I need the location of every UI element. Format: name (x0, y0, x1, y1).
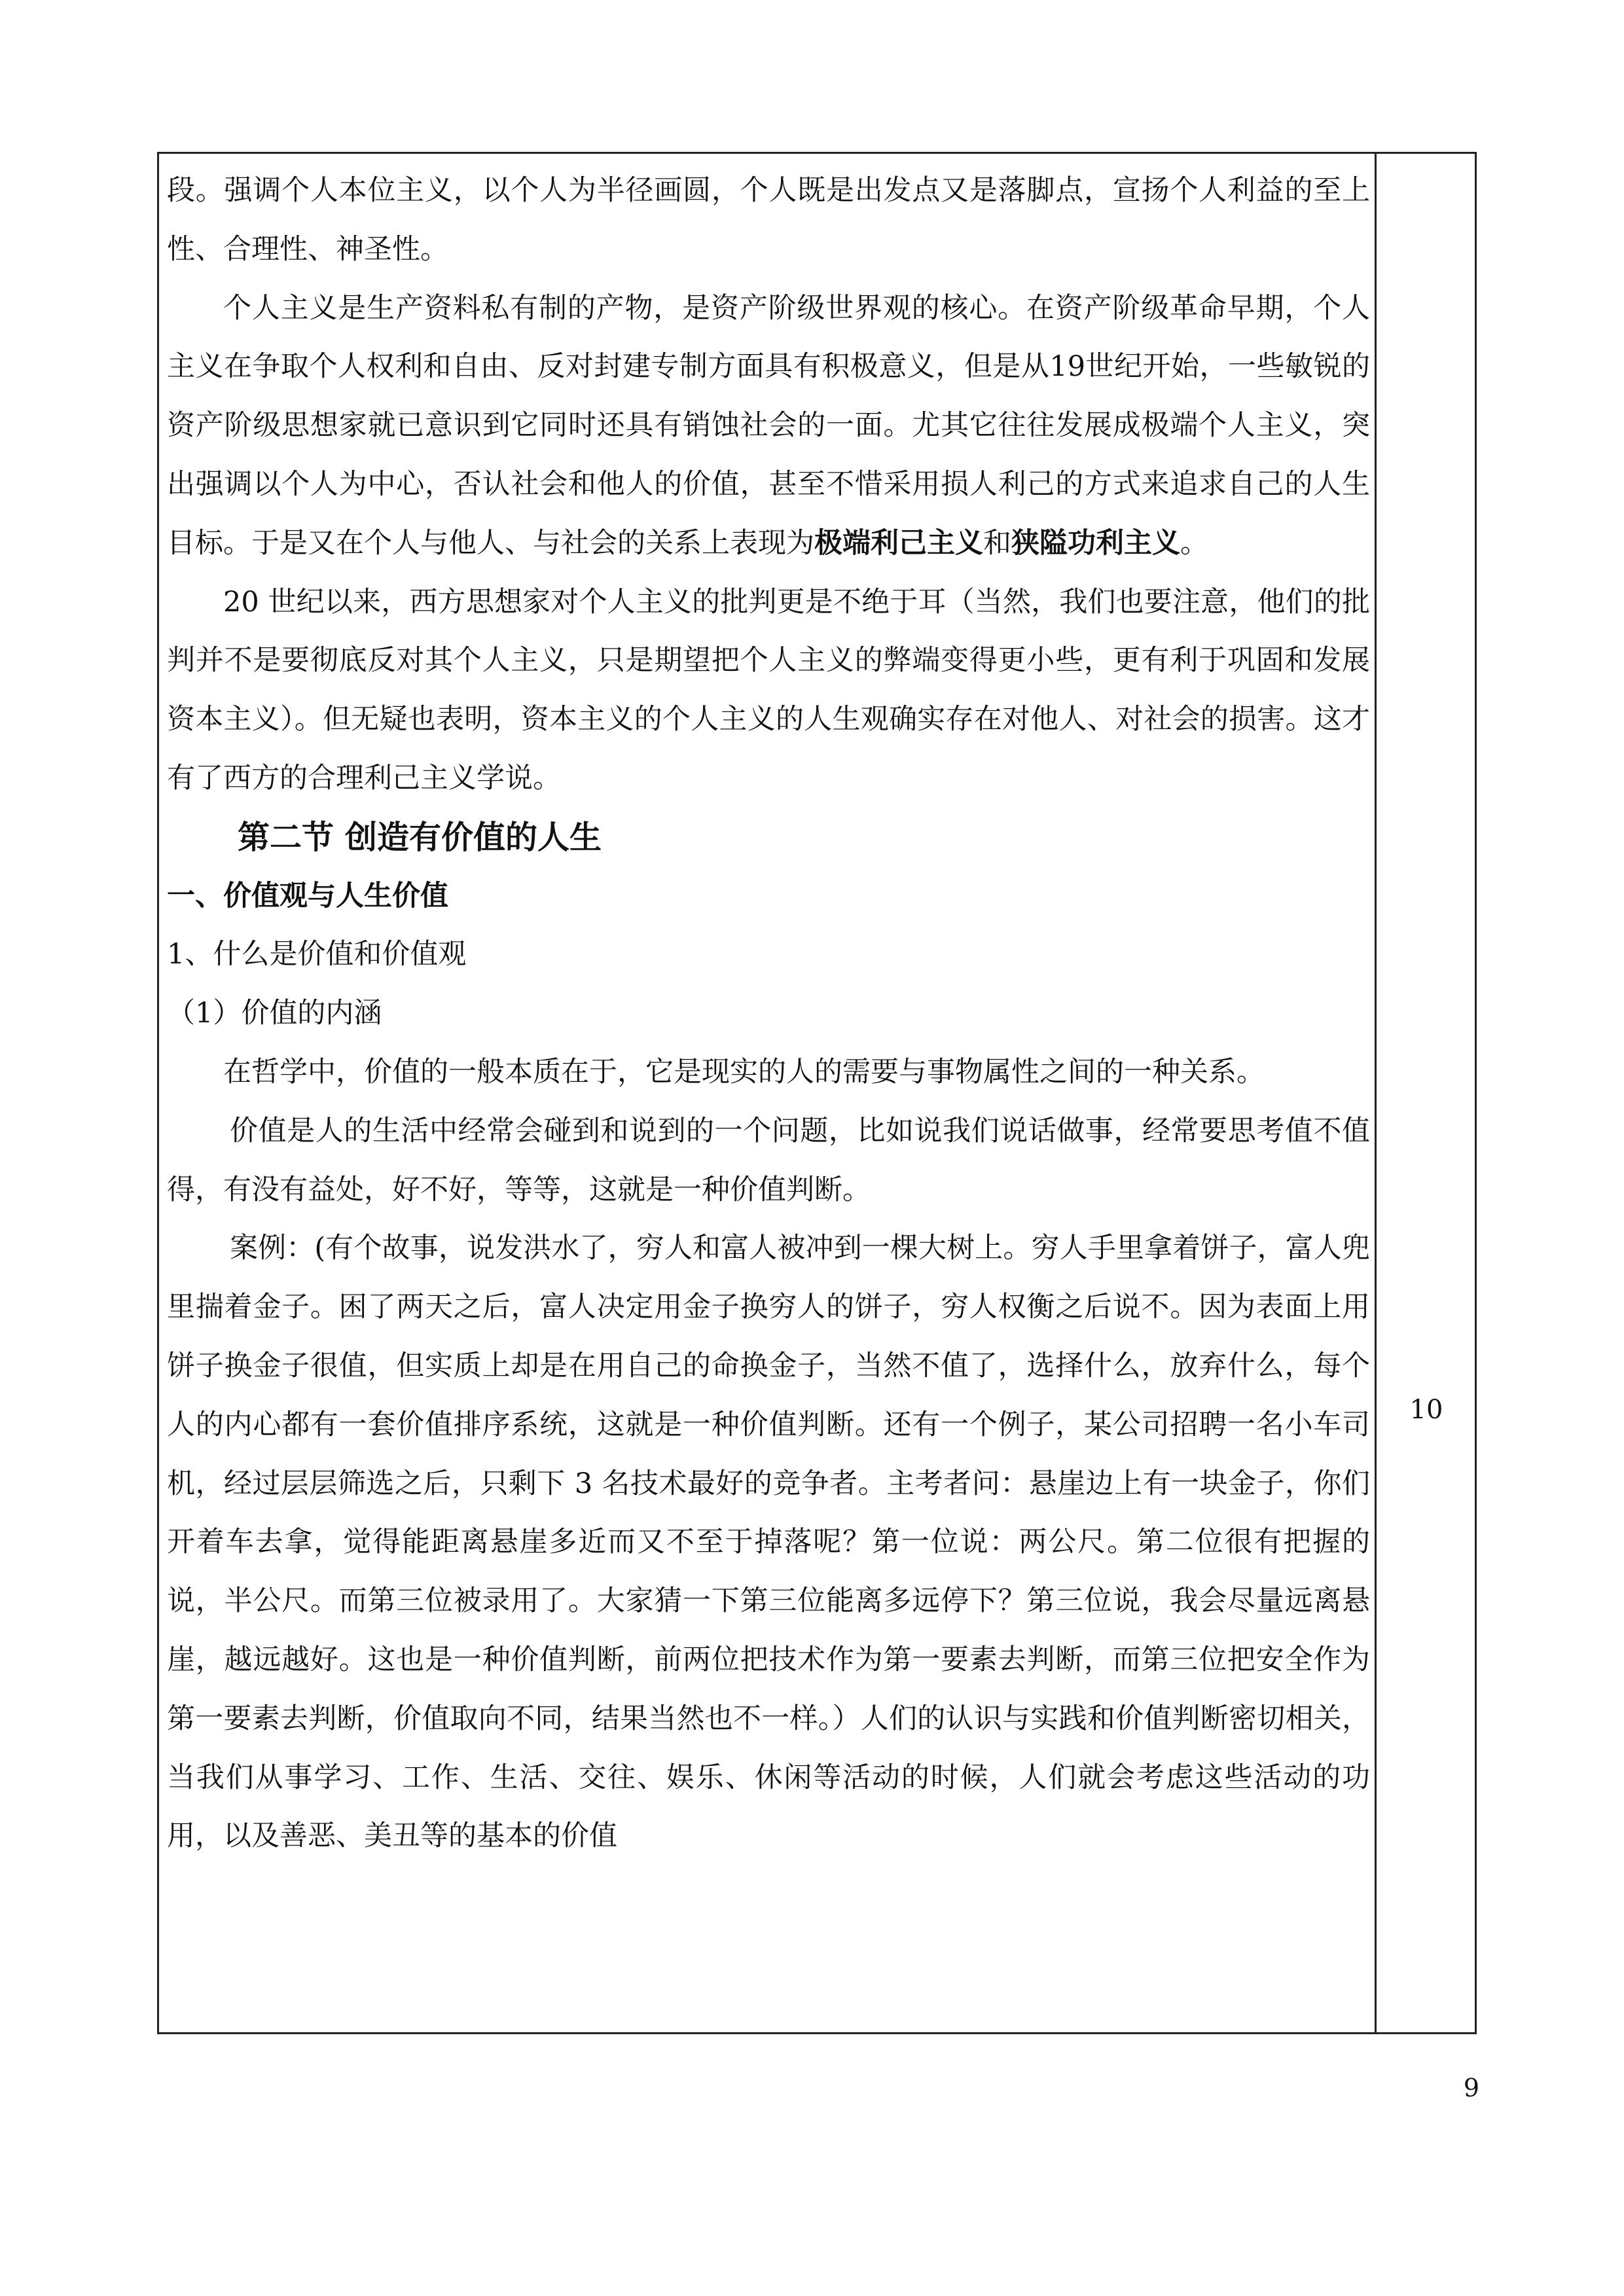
paragraph-2-text: 个人主义是生产资料私有制的产物，是资产阶级世界观的核心。在资产阶级革命早期，个人主义在争取个人权利和自由、反对封建专制方面具有积极意义，但是从19世纪开始，一些敏锐的资产阶级思想家就已意识到它同时还具有销蚀社会的一面。尤其它往往发展成极端个人主义，突出强调以个人为中心，否认社会和他人的价值，甚至不惜采用损人利己的方式来追求自己的人生目标。于是又在个人与他人、与社会的关系上表现为 (167, 291, 1370, 560)
paragraph-4: 在哲学中，价值的一般本质在于，它是现实的人的需要与事物属性之间的一种关系。 (223, 1055, 1265, 1088)
paragraph-5: 价值是人的生活中经常会碰到和说到的一个问题，比如说我们说话做事，经常要思考值不值得，有没有益处，好不好，等等，这就是一种价值判断。 (167, 1114, 1370, 1206)
paragraph-2-end: 。 (1180, 526, 1208, 560)
bold-term-utilitarianism: 狭隘功利主义 (1011, 526, 1180, 560)
sub-heading: 一、价值观与人生价值 (167, 879, 448, 912)
section-heading: 第二节 创造有价值的人生 (238, 818, 602, 856)
page-number: 9 (1463, 2073, 1479, 2102)
lesson-content-cell (167, 162, 1370, 2027)
paragraph-2-and: 和 (983, 526, 1011, 560)
item-1-heading: 1、什么是价值和价值观 (167, 938, 467, 971)
item-1-1-heading: （1）价值的内涵 (167, 997, 382, 1030)
column-divider (1375, 154, 1377, 2032)
paragraph-1: 段。强调个人本位主义，以个人为半径画圆，个人既是出发点又是落脚点，宣扬个人利益的至上性、合理性、神圣性。 (167, 174, 1370, 266)
bold-term-egoism: 极端利己主义 (814, 526, 983, 560)
paragraph-6: 案例：(有个故事，说发洪水了，穷人和富人被冲到一棵大树上。穷人手里拿着饼子，富人兜里揣着金子。困了两天之后，富人决定用金子换穷人的饼子，穷人权衡之后说不。因为表面上用饼子换金子很值，但实质上却是在用自己的命换金子，当然不值了，选择什么，放弃什么，每个人的内心都有一套价值排序系统，这就是一种价值判断。还有一个例子，某公司招聘一名小车司机，经过层层筛选之后，只剩下 3 名技术最好的竞争者。主考者问：悬崖边上有一块金子，你们开着车去拿，觉得能距离悬崖多近而又不至于掉落呢？第一位说：两公尺。第二位很有把握的说，半公尺。而第三位被录用了。大家猜一下第三位能离多远停下？第三位说，我会尽量远离悬崖，越远越好。这也是一种价值判断，前两位把技术作为第一要素去判断，而第三位把安全作为第一要素去判断，价值取向不同，结果当然也不一样。）人们的认识与实践和价值判断密切相关，当我们从事学习、工作、生活、交往、娱乐、休闲等活动的时候，人们就会考虑这些活动的功用，以及善恶、美丑等的基本的价值 (167, 1232, 1370, 1853)
paragraph-2 (167, 279, 1370, 573)
paragraph-3: 20 世纪以来，西方思想家对个人主义的批判更是不绝于耳（当然，我们也要注意，他们的批判并不是要彻底反对其个人主义，只是期望把个人主义的弊端变得更小些，更有利于巩固和发展资本主义）。但无疑也表明，资本主义的个人主义的人生观确实存在对他人、对社会的损害。这才有了西方的合理利己主义学说。 (167, 585, 1370, 795)
lesson-table (157, 152, 1477, 2034)
hours-cell: 10 (1409, 1395, 1443, 1425)
